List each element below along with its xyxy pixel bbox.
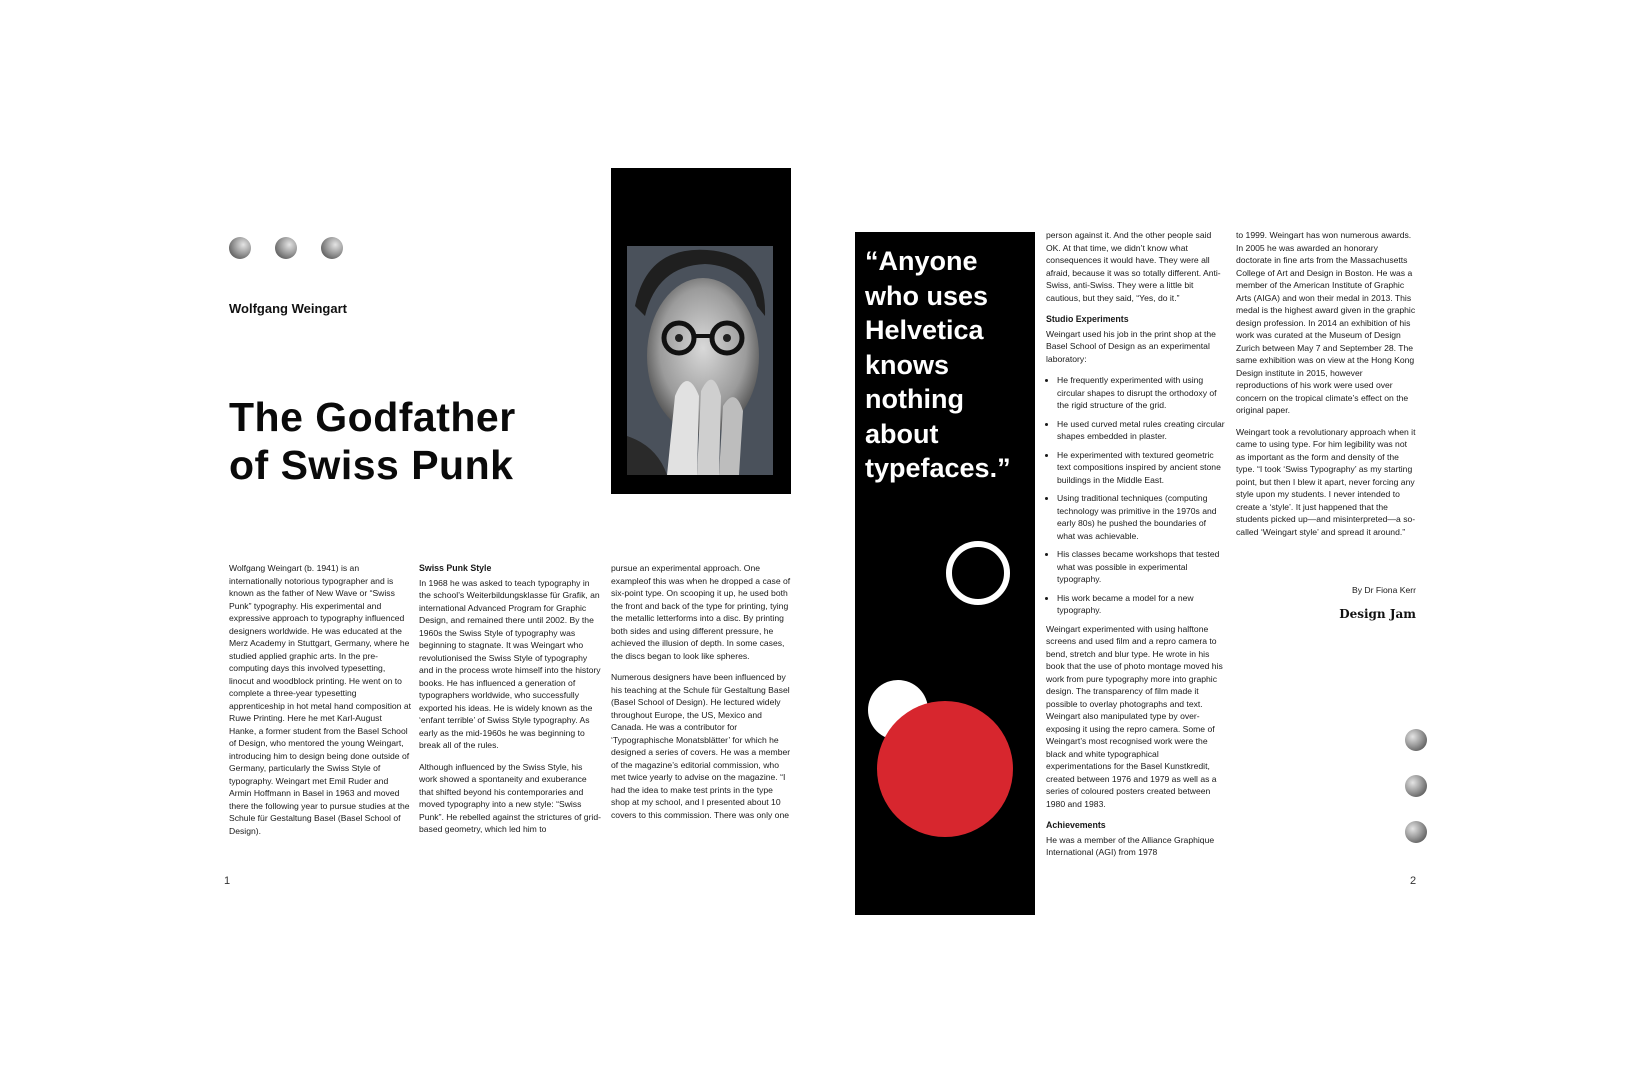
quote-panel — [855, 232, 1035, 915]
list-item: • Using traditional techniques (computing technology was primitive in the 1970s and early 80s) he pushed the boundaries of what was achievable. — [1057, 492, 1226, 542]
left-column-3 — [611, 562, 793, 830]
body-paragraph: to 1999. Weingart has won numerous awards. In 2005 he was awarded an honorary doctorate in fine arts from the Massachusetts College of Art and Design in Boston. He was a member of the American Institute of Graphic Arts (AIGA) and won their medal in 2013. This medal is the highest award given in the graphic design profession. In 2014 an exhibition of his work was curated at the Museum of Design Zurich between May 7 and September 28. The same exhibition was on view at the Hong Kong Design institute in 2015, however reproductions of his work were used over concern on the tropical climate’s effect on the original paper. — [1236, 230, 1416, 415]
list-item: • He frequently experimented with using circular shapes to disrupt the orthodoxy of the rigid structure of the grid. — [1057, 374, 1226, 412]
body-paragraph: Although influenced by the Swiss Style, his work showed a spontaneity and exuberance that shifted beyond his contemporaries and moved typography into a new style: “Swiss Punk”. He rebelled against the strictures of grid-based geometry, which led him to — [419, 761, 601, 834]
body-paragraph: In 1968 he was asked to teach typography in the school’s Weiterbildungsklasse für Grafik, an international Advanced Program for Graphic Design, and remained there until 2002. By the 1960s the Swiss Style of typography was beginning to stagnate. It was Weingart who revolutionised the Swiss Style of typography and in the process wrote himself into the history books. He has influenced a generation of typographers worldwide, who successfully exported his ideas. He is widely known as the ‘enfant terrible’ of Swiss Style typography. As early as the mid-1960s he was beginning to break all of the rules. — [419, 577, 601, 750]
body-paragraph: He was a member of the Alliance Graphique International (AGI) from 1978 — [1046, 834, 1215, 857]
ring-graphic — [946, 541, 1010, 605]
body-paragraph: Weingart used his job in the print shop at the Basel School of Design as an experimental laboratory: — [1046, 328, 1216, 364]
right-column-1 — [1046, 229, 1226, 868]
portrait-photo — [627, 246, 773, 475]
title-line-2: of Swiss Punk — [229, 442, 514, 488]
brand-logo: Design Jam — [1339, 607, 1416, 621]
body-paragraph: pursue an experimental approach. One exampleof this was when he dropped a case of six-point type. On scooping it up, he used both the front and back of the type for printing, tying the metallic letterforms into a disc. By printing both sides and using different pressure, he achieved the illusion of depth. In some cases, the discs began to look like spheres. — [611, 563, 791, 661]
body-paragraph: Wolfgang Weingart (b. 1941) is an internationally notorious typographer and is known as the father of New Wave or “Swiss Punk” typography. His experimental and expressive approach to typography influenced designers worldwide. He was educated at the Merz Academy in Stuttgart, Germany, where he studied applied graphic arts. In the pre-computing days this involved typesetting, linocut and woodblock printing. He went on to complete a three-year typesetting apprenticeship in hot metal hand composition at Ruwe Printing. Here he met Karl-August Hanke, a former student from the Basel School of Design, who mentored the young Weingart, introducing him to design being done outside of Germany, particularly the Swiss Style of typography. Weingart met Emil Ruder and Armin Hoffmann in Basel in 1963 and moved there the following year to pursue studies at the Schule für Gestaltung Basel (Basel School of Design). — [229, 563, 412, 836]
section-heading: Achievements — [1046, 820, 1106, 830]
left-column-2 — [419, 562, 601, 845]
experiment-list — [1046, 374, 1226, 617]
portrait-illustration — [627, 246, 773, 475]
list-item: • His work became a model for a new typography. — [1057, 592, 1226, 617]
article-title — [229, 393, 589, 489]
section-heading: Studio Experiments — [1046, 314, 1129, 324]
pull-quote: “Anyone who uses Helvetica knows nothing about typefaces.” — [865, 246, 1011, 483]
decorative-dot-4 — [1405, 729, 1427, 751]
right-column-2 — [1236, 229, 1416, 547]
list-item: • His classes became workshops that tested what was possible in experimental typography. — [1057, 548, 1226, 586]
section-heading: Swiss Punk Style — [419, 563, 492, 573]
body-paragraph: Weingart experimented with using halftone screens and used film and a repro camera to bend, stretch and blur type. He wrote in his book that the use of photo montage moved his work from pure typography more into graphic design. The transparency of film made it possible to overlay photographs and text. Weingart also manipulated type by over-exposing it using the repro camera. Some of Weingart’s most recognised work were the black and white typographical experimentations for the Basel Kunstkredit, created between 1976 and 1979 as well as a series of coloured posters created between 1980 and 1983. — [1046, 623, 1223, 809]
title-line-1: The Godfather — [229, 394, 516, 440]
decorative-dot-2 — [275, 237, 297, 259]
red-circle-graphic — [877, 701, 1013, 837]
decorative-dot-6 — [1405, 821, 1427, 843]
author-name: Wolfgang Weingart — [229, 301, 347, 316]
list-item: • He experimented with textured geometric text compositions inspired by ancient stone buildings in the Middle East. — [1057, 449, 1226, 487]
page-number-left: 1 — [224, 875, 231, 887]
decorative-dot-1 — [229, 237, 251, 259]
body-paragraph: Weingart took a revolutionary approach when it came to using type. For him legibility was not as important as the form and density of the type. “I took ‘Swiss Typography’ as my starting point, but then I blew it apart, never forcing any style upon my students. I never intended to create a ‘style’. It just happened that the students picked up—and misinterpreted—a so-called ‘Weingart style’ and spread it around.” — [1236, 426, 1416, 537]
decorative-dot-5 — [1405, 775, 1427, 797]
byline: By Dr Fiona Kerr — [1352, 585, 1416, 595]
decorative-dot-3 — [321, 237, 343, 259]
list-item: • He used curved metal rules creating circular shapes embedded in plaster. — [1057, 418, 1226, 443]
body-paragraph: person against it. And the other people said OK. At that time, we didn’t know what consequences it would have. They were all afraid, because it was so totally different. Anti-Swiss, anti-Swiss. They were a little bit cautious, but they said, “Yes, do it.” — [1046, 230, 1221, 303]
body-paragraph: Numerous designers have been influenced by his teaching at the Schule für Gestaltung Basel (Basel School of Design). He lectured widely throughout Europe, the US, Mexico and Canada. He was a contributor for ‘Typographische Monatsblätter’ for which he designed a series of covers. He was a member of the magazine’s editorial commission, who met twice yearly to advise on the magazine. “I had the idea to make test prints in the type shop at my school, and I presented about 10 covers to this commission. There was only one — [611, 672, 791, 820]
page-number-right: 2 — [1410, 875, 1417, 887]
left-column-1 — [229, 562, 411, 846]
